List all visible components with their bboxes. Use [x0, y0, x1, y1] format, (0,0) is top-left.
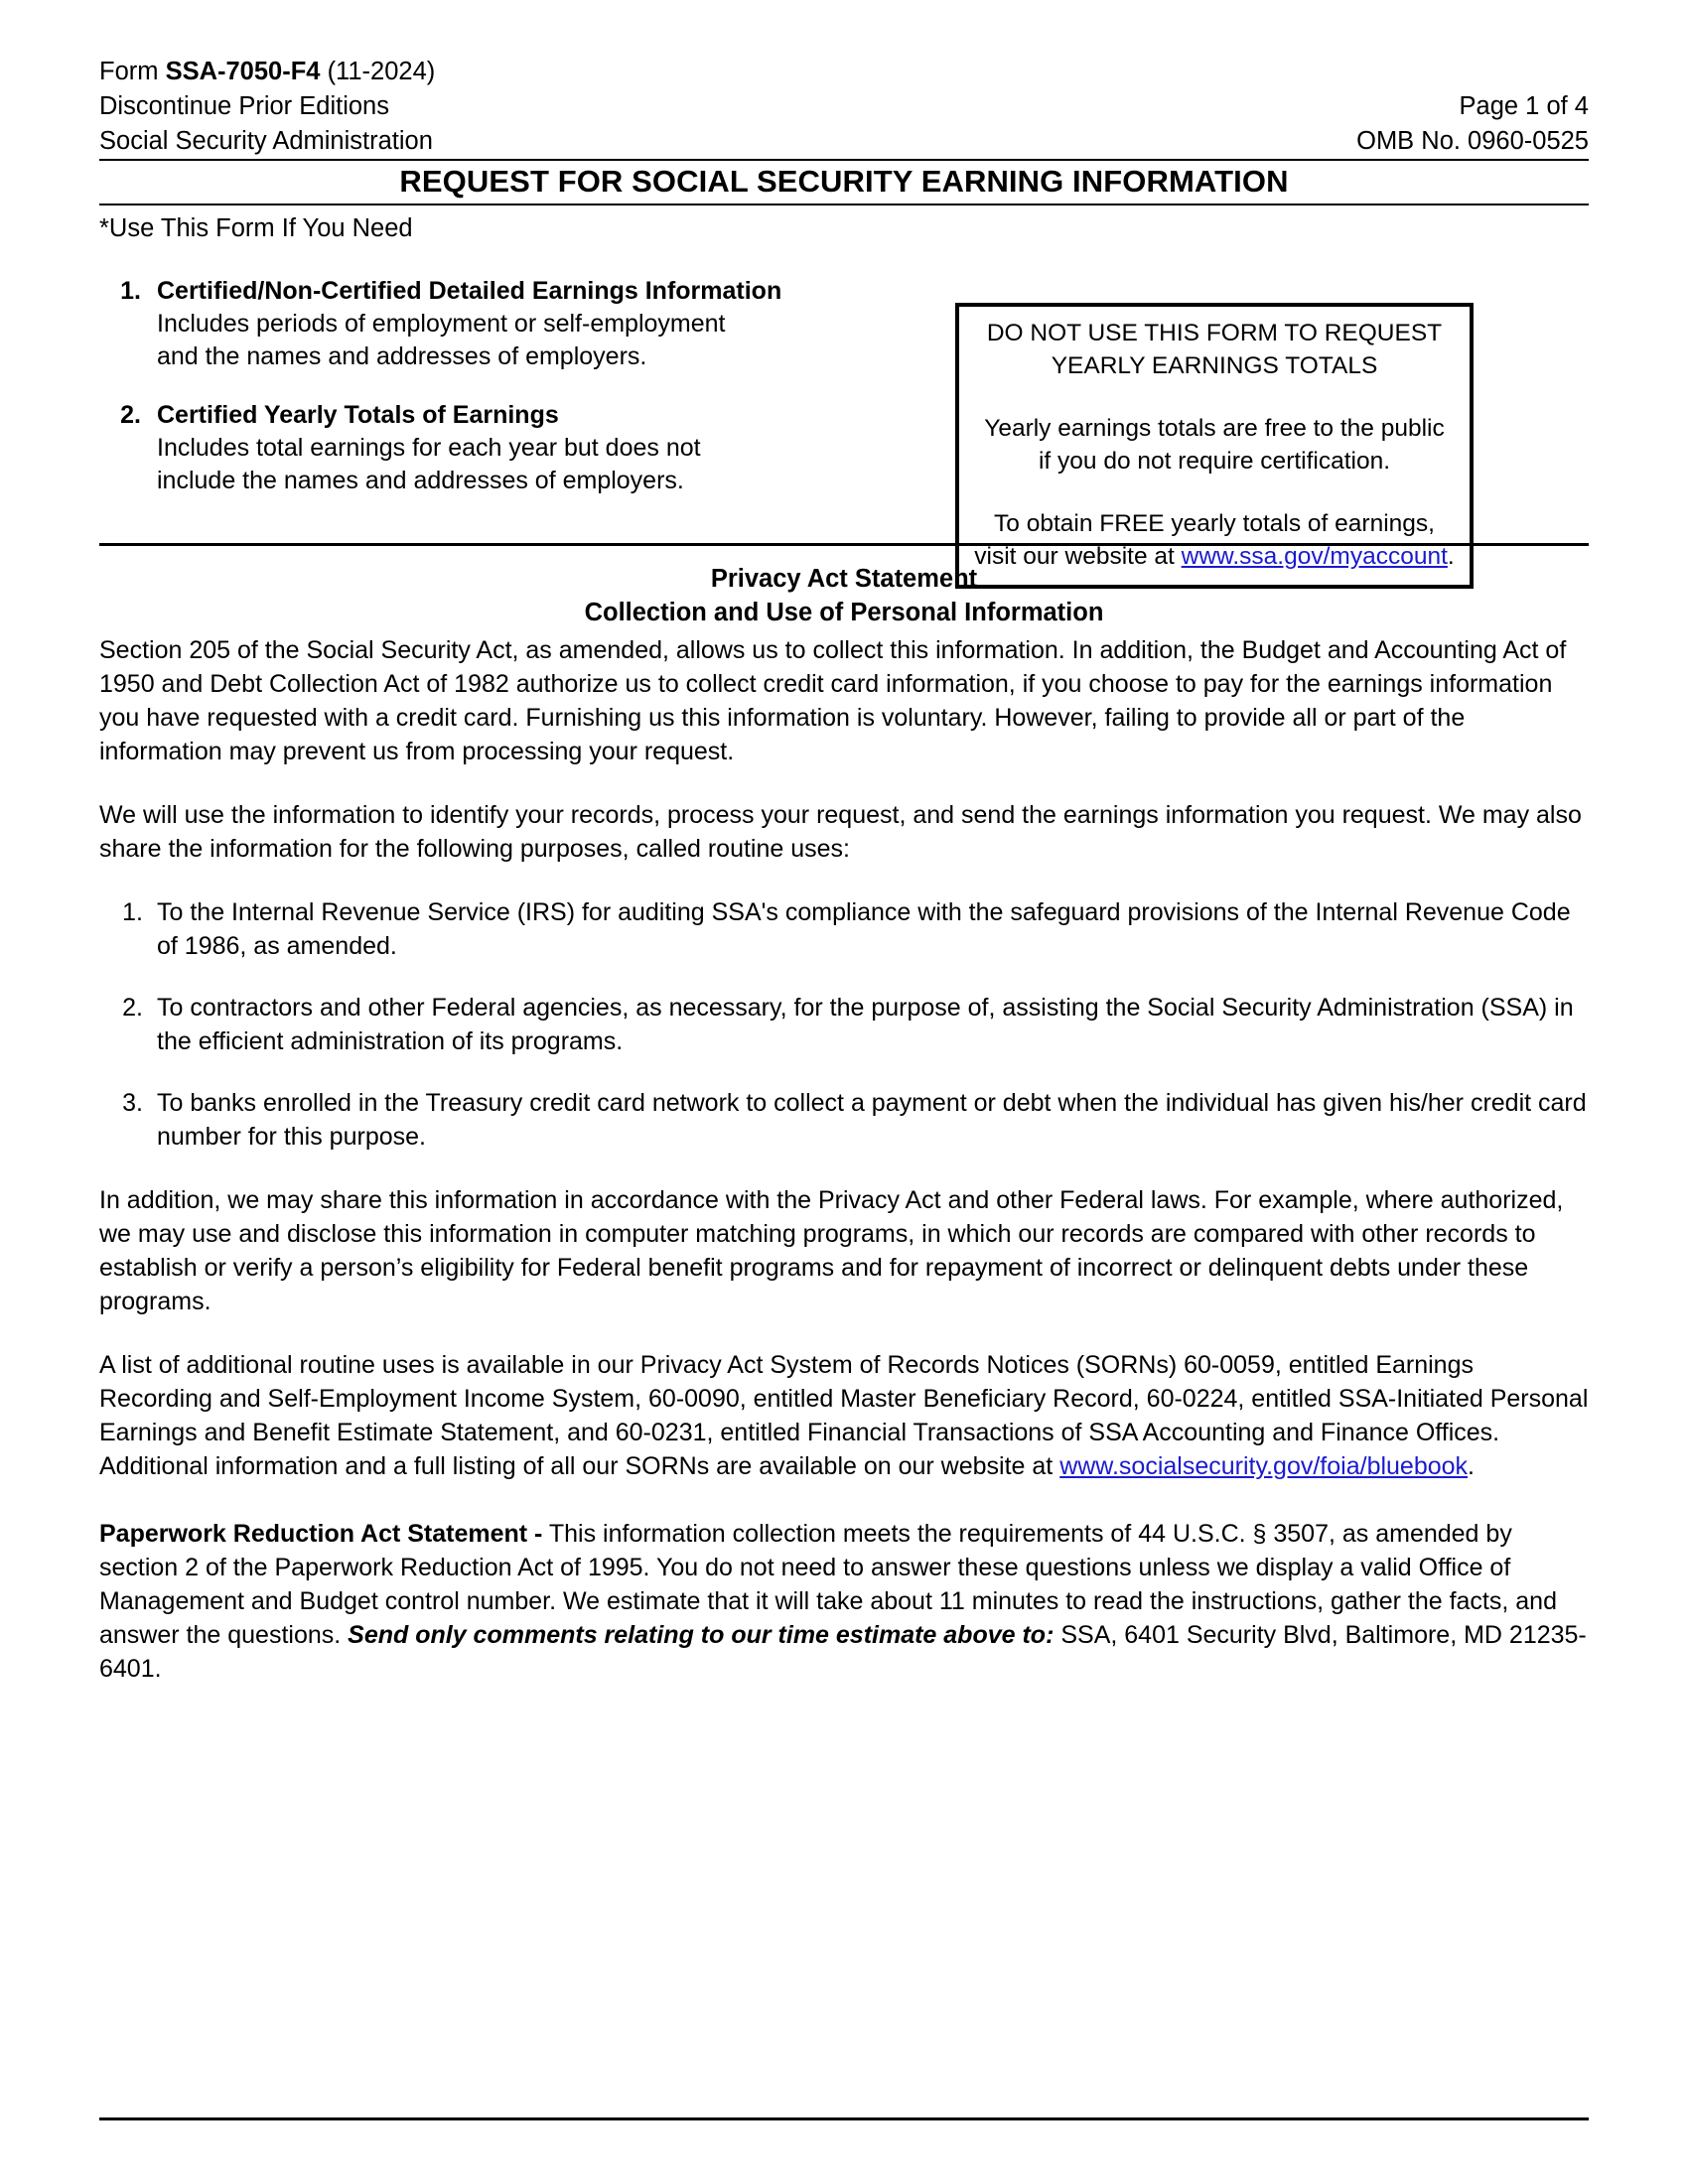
paperwork-body-text: This information collection meets the requirements of 44 U.S.C. § 3507, as amended by section 2 of the Paperwork Reduction Act of 1995. You do not need to answer these questions unless we display a valid Office of Management and Budget control number. We estimate that it will take about 11 minutes to read the instructions, gather the facts, and answer the questions. — [99, 1520, 1557, 1649]
footer-divider — [99, 2117, 1589, 2120]
routine-use-item-1 — [99, 895, 1589, 963]
form-revision-date: (11-2024) — [320, 58, 436, 85]
form-label: Form — [99, 58, 166, 85]
agency-name: Social Security Administration — [99, 127, 433, 155]
notice-heading-line2: YEARLY EARNINGS TOTALS — [1051, 352, 1378, 379]
routine-use-1-number: 1. — [122, 898, 143, 926]
routine-use-2-number: 2. — [122, 994, 143, 1022]
notice-body-line2: if you do not require certification. — [1038, 448, 1391, 475]
notice-body-line1: Yearly earnings totals are free to the public — [984, 415, 1445, 442]
myaccount-link[interactable]: www.ssa.gov/myaccount — [1181, 543, 1448, 570]
paperwork-lead-label: Paperwork Reduction Act Statement - — [99, 1520, 543, 1548]
discontinue-prior-editions: Discontinue Prior Editions — [99, 92, 389, 120]
bluebook-link[interactable]: www.socialsecurity.gov/foia/bluebook — [1059, 1452, 1469, 1480]
header-row-1 — [99, 55, 1589, 89]
need-item-2-desc-line2: include the names and addresses of employers. — [157, 467, 684, 494]
routine-use-2-text: To contractors and other Federal agencies, as necessary, for the purpose of, assisting the Social Security Administration (SSA) in the efficient administration of its programs. — [157, 994, 1574, 1055]
needs-list — [99, 245, 923, 497]
intro-section — [99, 245, 1589, 570]
privacy-body — [99, 633, 1589, 1483]
header-row-3 — [99, 124, 1589, 159]
notice-spacer-2 — [967, 478, 1462, 507]
page-indicator: Page 1 of 4 — [1459, 92, 1589, 120]
notice-visit-prefix: visit our website at — [974, 543, 1182, 570]
notice-spacer-1 — [967, 382, 1462, 412]
paperwork-address-text: SSA, 6401 Security Blvd, Baltimore, MD 21235-6401. — [99, 1621, 1587, 1683]
omb-number: OMB No. 0960-0525 — [1356, 127, 1589, 155]
notice-heading-line1: DO NOT USE THIS FORM TO REQUEST — [986, 320, 1443, 346]
routine-use-item-2 — [99, 991, 1589, 1058]
routine-use-3-number: 3. — [122, 1089, 143, 1117]
need-item-1-title: Certified/Non-Certified Detailed Earnings Information — [157, 277, 782, 305]
form-identifier — [99, 55, 435, 89]
paperwork-emphasis-text: Send only comments relating to our time estimate above to: — [348, 1621, 1055, 1649]
routine-use-1-text: To the Internal Revenue Service (IRS) for auditing SSA's compliance with the safeguard provisions of the Internal Revenue Code of 1986, as amended. — [157, 898, 1571, 960]
form-number: SSA-7050-F4 — [165, 58, 321, 85]
need-item-2-body — [157, 399, 923, 497]
privacy-heading-line1: Privacy Act Statement — [710, 565, 978, 593]
routine-use-item-3 — [99, 1086, 1589, 1154]
header-row-2 — [99, 89, 1589, 124]
need-item-2 — [99, 399, 923, 497]
need-item-2-title: Certified Yearly Totals of Earnings — [157, 401, 559, 429]
need-item-2-number: 2. — [120, 401, 141, 429]
privacy-paragraph-3: In addition, we may share this information in accordance with the Privacy Act and other Federal laws. For example, where authorized, we may use and disclose this information in computer matching programs, in which our records are compared with other records to establish or verify a person’s eligibility for Federal benefit programs and for repayment of incorrect or delinquent debts under these programs. — [99, 1186, 1564, 1315]
page-content — [99, 55, 1589, 1686]
page-title: REQUEST FOR SOCIAL SECURITY EARNING INFORMATION — [399, 164, 1289, 199]
paperwork-reduction-act-statement — [99, 1517, 1589, 1686]
routine-uses-list — [99, 895, 1589, 1154]
title-band — [99, 161, 1589, 204]
notice-body-line4 — [967, 540, 1462, 573]
divider-below-title — [99, 204, 1589, 205]
routine-use-3-text: To banks enrolled in the Treasury credit card network to collect a payment or debt when the individual has given his/her credit card number for this purpose. — [157, 1089, 1587, 1151]
need-item-1-body — [157, 275, 923, 373]
need-item-1-number: 1. — [120, 277, 141, 305]
do-not-use-notice-box — [955, 303, 1474, 589]
sorns-period: . — [1468, 1452, 1475, 1480]
privacy-paragraph-2: We will use the information to identify your records, process your request, and send the earnings information you request. We may also share the information for the following purposes, called routine uses: — [99, 801, 1582, 863]
need-item-1-desc-line2: and the names and addresses of employers. — [157, 342, 647, 370]
notice-visit-suffix: . — [1447, 543, 1455, 570]
privacy-paragraph-1: Section 205 of the Social Security Act, as amended, allows us to collect this information. In addition, the Budget and Accounting Act of 1950 and Debt Collection Act of 1982 authorize us to collect credit card information, if you choose to pay for the earnings information you have requested with a credit card. Furnishing us this information is voluntary. However, failing to provide all or part of the information may prevent us from processing your request. — [99, 636, 1567, 765]
use-this-form-label: *Use This Form If You Need — [99, 214, 413, 242]
document-header — [99, 55, 1589, 159]
need-item-2-desc-line1: Includes total earnings for each year but does not — [157, 434, 701, 462]
privacy-paragraph-4 — [99, 1348, 1589, 1483]
need-item-1 — [99, 275, 923, 373]
privacy-heading-line2: Collection and Use of Personal Information — [584, 599, 1104, 626]
need-item-1-desc-line1: Includes periods of employment or self-employment — [157, 310, 726, 338]
sorns-text: A list of additional routine uses is available in our Privacy Act System of Records Notices (SORNs) 60-0059, entitled Earnings Recording and Self-Employment Income System, 60-0090, entitled Master Beneficiary Record, 60-0224, entitled SSA-Initiated Personal Earnings and Benefit Estimate Statement, and 60-0231, entitled Financial Transactions of SSA Accounting and Finance Offices. Additional information and a full listing of all our SORNs are available on our website at — [99, 1351, 1589, 1480]
notice-body-line3: To obtain FREE yearly totals of earnings, — [994, 510, 1435, 537]
